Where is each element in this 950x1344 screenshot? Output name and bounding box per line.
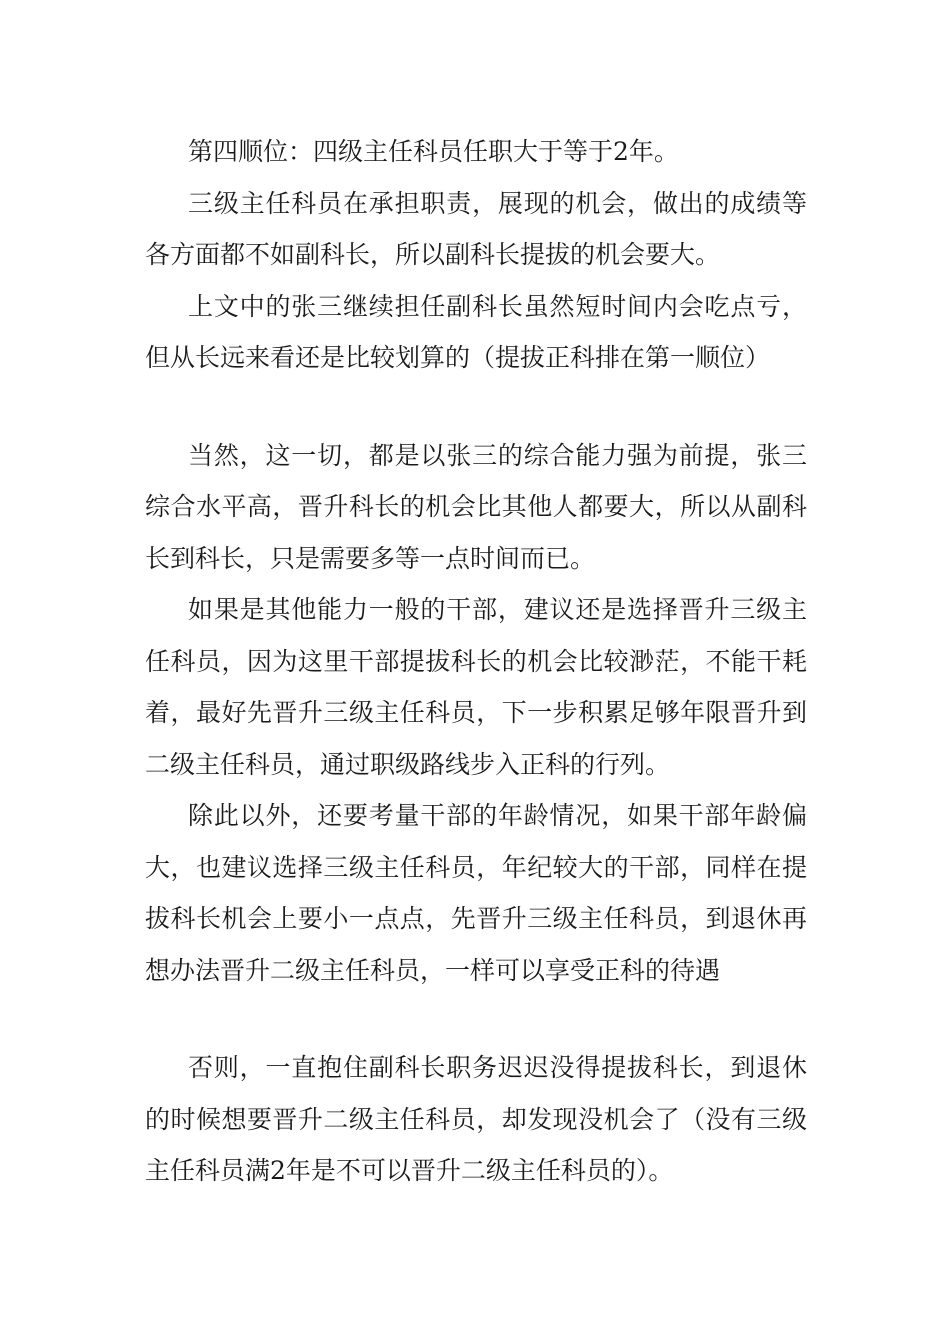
paragraph-ability-premise: 当然，这一切，都是以张三的综合能力强为前提，张三综合水平高，晋升科长的机会比其他人都要大，所以从副科长到科长，只是需要多等一点时间而已。	[145, 440, 807, 573]
paragraph-otherwise: 否则，一直抱住副科长职务迟迟没得提拔科长，到退休的时候想要晋升二级主任科员，却发现没机会了（没有三级主任科员满2年是不可以晋升二级主任科员的）。	[145, 1053, 807, 1185]
document-page	[145, 126, 807, 1197]
paragraph-comparison: 三级主任科员在承担职责，展现的机会，做出的成绩等各方面都不如副科长，所以副科长提拔的机会要大。	[145, 188, 807, 269]
paragraph-fourth-rank: 第四顺位：四级主任科员任职大于等于2年。	[188, 137, 679, 166]
paragraph-average-cadre: 如果是其他能力一般的干部，建议还是选择晋升三级主任科员，因为这里干部提拔科长的机会比较渺茫，不能干耗着，最好先晋升三级主任科员，下一步积累足够年限晋升到二级主任科员，通过职级路线步入正科的行列。	[145, 595, 807, 779]
paragraph-spacer	[145, 996, 807, 1042]
paragraph-zhangsan-long-term: 上文中的张三继续担任副科长虽然短时间内会吃点亏，但从长远来看还是比较划算的（提拔正科排在第一顺位）	[145, 291, 807, 372]
paragraph-spacer	[145, 384, 807, 430]
paragraph-age-consideration: 除此以外，还要考量干部的年龄情况，如果干部年龄偏大，也建议选择三级主任科员，年纪较大的干部，同样在提拔科长机会上要小一点点，先晋升三级主任科员，到退休再想办法晋升二级主任科员，一样可以享受正科的待遇	[145, 801, 807, 985]
